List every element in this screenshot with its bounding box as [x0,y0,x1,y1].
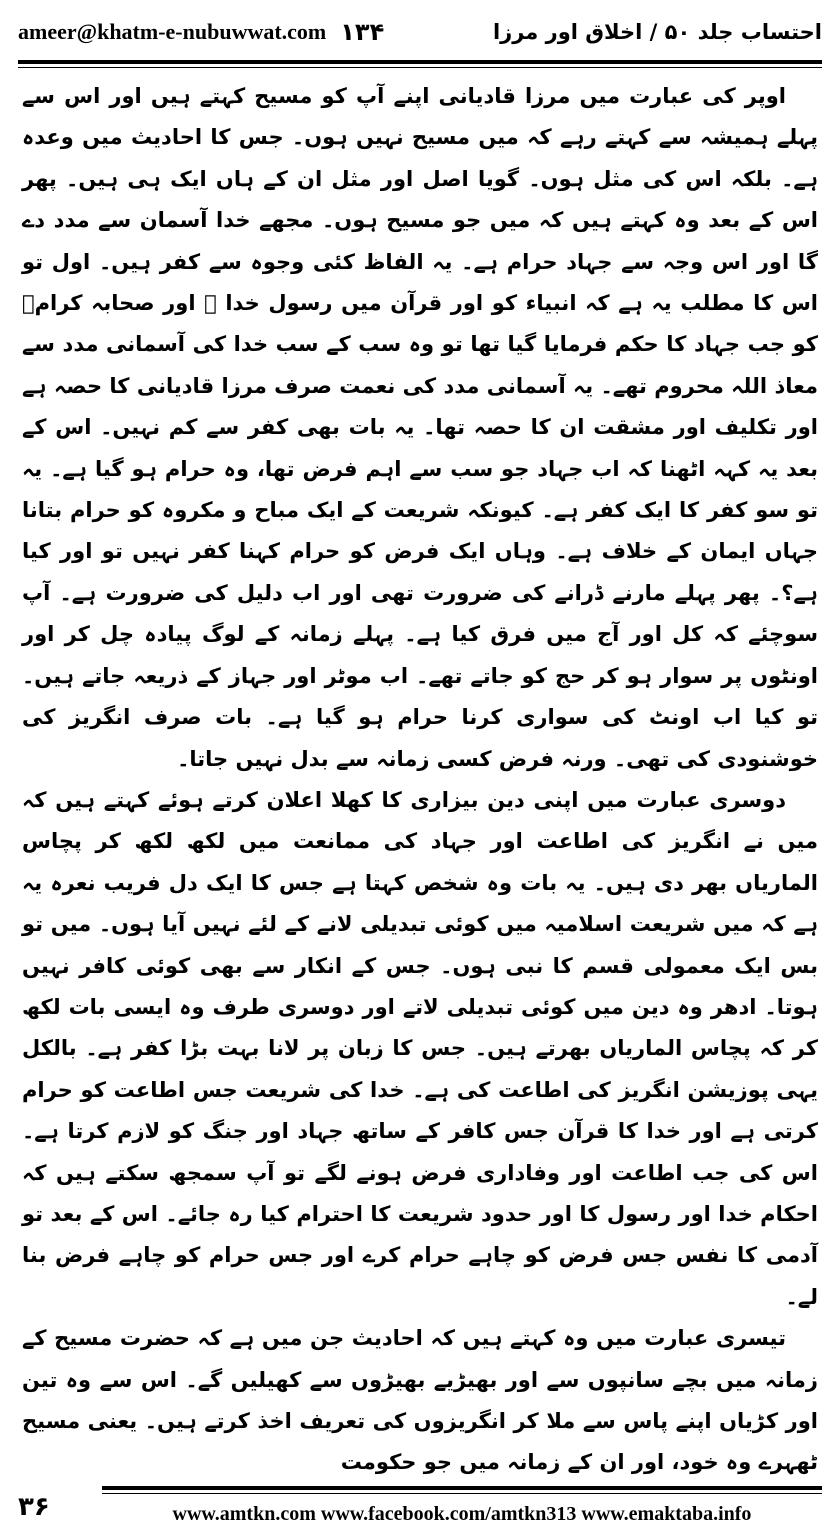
header-email: ameer@khatm-e-nubuwwat.com [18,19,327,44]
footer-rule-thin [102,1493,822,1494]
paragraph-1: اوپر کی عبارت میں مرزا قادیانی اپنے آپ کو مسیح کہتے ہیں اور اس سے پہلے ہمیشہ سے کہتے رہے کہ میں مسیح نہیں ہوں۔ جس کا احادیث میں وعدہ ہے۔ بلکہ اس کی مثل ہوں۔ گویا اصل اور مثل ان کے ہاں ایک ہی ہیں۔ پھر اس کے بعد وہ کہتے ہیں کہ میں جو مسیح ہوں۔ مجھے خدا آسمان سے مدد دے گا اور اس وجہ سے جہاد حرام ہے۔ یہ الفاظ کئی وجوہ سے کفر ہیں۔ اول تو اس کا مطلب یہ ہے کہ انبیاء کو اور قرآن میں رسول خدا ﷺ اور صحابہ کرامؓ کو جب جہاد کا حکم فرمایا گیا تھا تو وہ سب کے سب خدا کی آسمانی مدد سے معاذ اللہ محروم تھے۔ یہ آسمانی مدد کی نعمت صرف مرزا قادیانی کا حصہ ہے اور تکلیف اور مشقت ان کا حصہ تھا۔ یہ بات بھی کفر سے کم نہیں۔ اس کے بعد یہ کہہ اٹھنا کہ اب جہاد جو سب سے اہم فرض تھا، وہ حرام ہو گیا ہے۔ یہ تو سو کفر کا ایک کفر ہے۔ کیونکہ شریعت کے ایک مباح و مکروہ کو حرام بتانا جہاں ایمان کے خلاف ہے۔ وہاں ایک فرض کو حرام کہنا کفر نہیں تو اور کیا ہے؟۔ پھر پہلے مارنے ڈرانے کی ضرورت تھی اور اب دلیل کی ضرورت ہے۔ آپ سوچئے کہ کل اور آج میں فرق کیا ہے۔ پہلے زمانہ کے لوگ پیادہ چل کر اور اونٹوں پر سوار ہو کر حج کو جاتے تھے۔ اب موٹر اور جہاز کے ذریعہ جاتے ہیں۔ تو کیا اب اونٹ کی سواری کرنا حرام ہو گیا ہے۔ بات صرف انگریز کی خوشنودی کی تھی۔ ورنہ فرض کسی زمانہ سے بدل نہیں جاتا۔ [22,84,818,771]
header-rule-thin [18,67,822,68]
footer-links: www.amtkn.com www.facebook.com/amtkn313 www.emaktaba.info [172,1503,752,1525]
footer-links-area [102,1482,822,1526]
paragraph-3: تیسری عبارت میں وہ کہتے ہیں کہ احادیث جن میں ہے کہ حضرت مسیح کے زمانہ میں بچے سانپوں سے اور بھیڑیے بھیڑوں سے کھیلیں گے۔ اس سے وہ تین اور کڑیاں اپنے پاس سے ملا کر انگریزوں کی تعریف اخذ کرتے ہیں۔ یعنی مسیح ٹھہرے وہ خود، اور ان کے زمانہ میں جو حکومت [22,1326,818,1475]
header-left-group [18,18,384,46]
header-rule-thick [18,60,822,64]
paragraph-2: دوسری عبارت میں اپنی دین بیزاری کا کھلا اعلان کرتے ہوئے کہتے ہیں کہ میں نے انگریز کی اطاعت اور جہاد کی ممانعت میں لکھ لکھ کر پچاس الماریاں بھر دی ہیں۔ یہ بات وہ شخص کہتا ہے جس کا ایک دل فریب نعرہ یہ ہے کہ میں شریعت اسلامیہ میں کوئی تبدیلی لانے کے لئے نہیں آیا ہوں۔ میں تو بس ایک معمولی قسم کا نبی ہوں۔ جس کے انکار سے بھی کوئی کافر نہیں ہوتا۔ ادھر وہ دین میں کوئی تبدیلی لاتے اور دوسری طرف وہ ایسی بات لکھ کر کہ پچاس الماریاں بھرتے ہیں۔ جس کا زبان پر لانا بہت بڑا کفر ہے۔ بالکل یہی پوزیشن انگریز کی اطاعت کی ہے۔ خدا کی شریعت جس اطاعت کو حرام کرتی ہے اور خدا کا قرآن جس کافر کے ساتھ جہاد اور جنگ کو لازم کرتا ہے۔ اس کی جب اطاعت اور وفاداری فرض ہونے لگے تو آپ سمجھ سکتے ہیں کہ احکام خدا اور رسول کا اور حدود شریعت کا احترام کیا رہ جائے۔ اس کے بعد تو آدمی کا نفس جس فرض کو چاہے حرام کرے اور جس حرام کو چاہے فرض بنا لے۔ [22,787,818,1309]
footer-rule-thick [102,1486,822,1490]
header-book-title: احتساب جلد ۵۰ / اخلاق اور مرزا [492,20,822,44]
header-page-number: ۱۳۴ [340,18,385,46]
footer-page-number: ۳۶ [18,1492,50,1522]
page-footer [18,1482,822,1526]
page-body [22,76,818,1475]
page-header [18,10,822,54]
